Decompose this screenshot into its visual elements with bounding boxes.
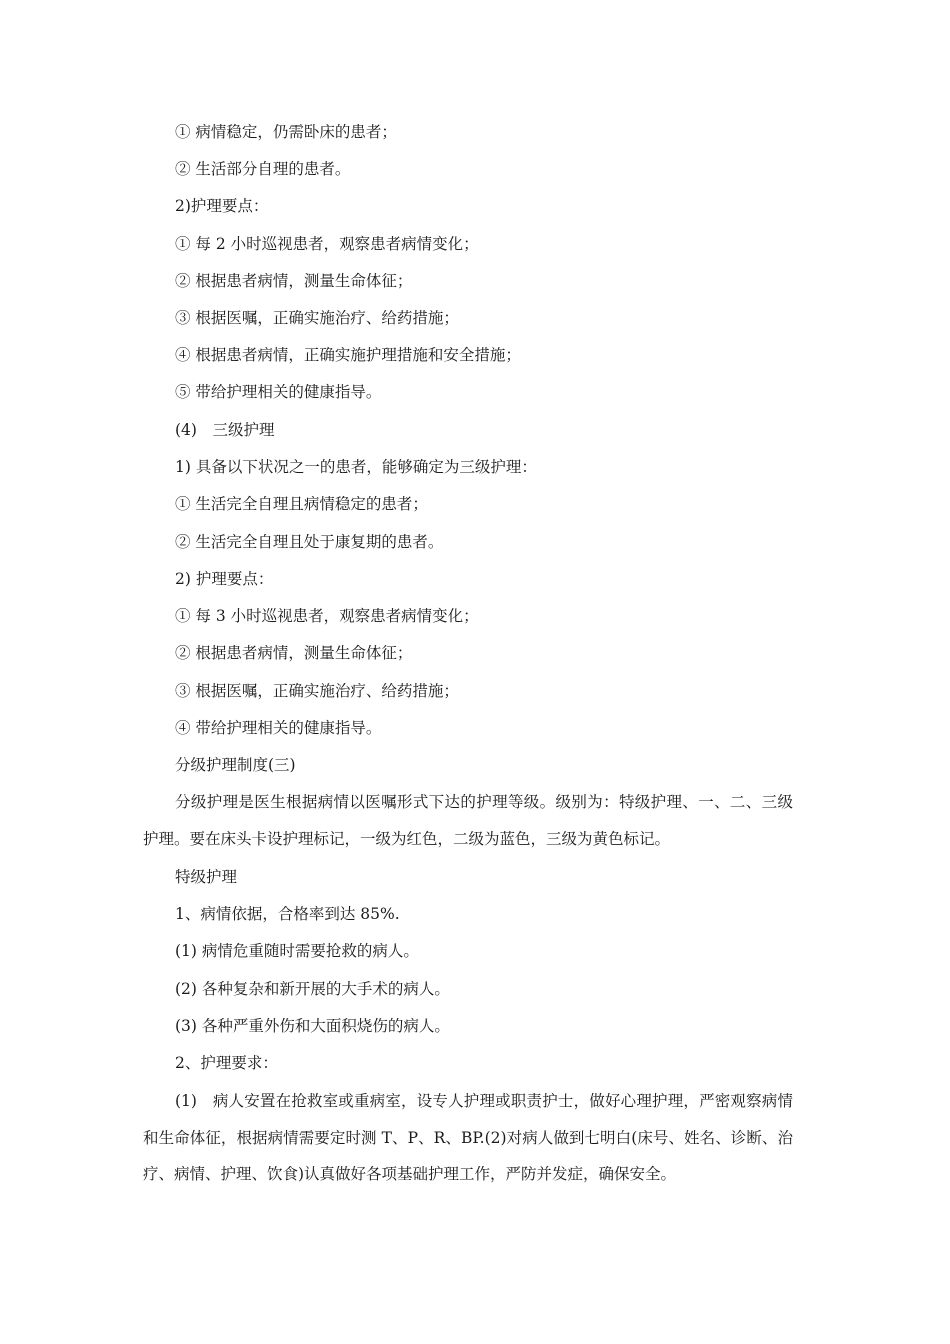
text-line: ④ 带给护理相关的健康指导。 [175,719,382,737]
text-line: (1) 病情危重随时需要抢救的病人。 [175,942,419,960]
section-heading: (4) 三级护理 [175,421,275,439]
text-line: ⑤ 带给护理相关的健康指导。 [175,383,382,401]
text-line: ① 病情稳定，仍需卧床的患者； [175,123,397,141]
text-line: ③ 根据医嘱，正确实施治疗、给药措施； [175,309,459,327]
paragraph: 分级护理是医生根据病情以医嘱形式下达的护理等级。级别为：特级护理、一、二、三级护理。要在床头卡设护理标记，一级为红色，二级为蓝色，三级为黄色标记。 [143,793,793,848]
text-line: ③ 根据医嘱，正确实施治疗、给药措施； [175,682,459,700]
text-line: ② 根据患者病情，测量生命体征； [175,644,413,662]
text-line: ① 每 3 小时巡视患者，观察患者病情变化； [175,607,479,625]
text-line: ② 生活部分自理的患者。 [175,160,351,178]
text-line: 2、护理要求： [175,1054,278,1072]
text-line: (3) 各种严重外伤和大面积烧伤的病人。 [175,1017,450,1035]
text-line: ④ 根据患者病情，正确实施护理措施和安全措施； [175,346,521,364]
text-line: 1、病情依据，合格率到达 85%. [175,905,400,923]
text-line: ① 每 2 小时巡视患者，观察患者病情变化； [175,235,479,253]
section-heading: 分级护理制度(三) [175,756,296,774]
paragraph: (1) 病人安置在抢救室或重病室，设专人护理或职责护士，做好心理护理，严密观察病情和生命体征，根据病情需要定时测 T、P、R、BP.(2)对病人做到七明白(床号、姓名、诊断、治疗、病情、护理、饮食)认真做好各项基础护理工作，严防并发症，确保安全。 [143,1092,793,1183]
text-line: 1) 具备以下状况之一的患者，能够确定为三级护理： [175,458,537,476]
text-line: (2) 各种复杂和新开展的大手术的病人。 [175,980,450,998]
text-line: 2)护理要点： [175,197,269,215]
text-line: 2) 护理要点： [175,570,274,588]
text-line: ② 根据患者病情，测量生命体征； [175,272,413,290]
text-line: ② 生活完全自理且处于康复期的患者。 [175,533,444,551]
text-line: ① 生活完全自理且病情稳定的患者； [175,495,428,513]
section-heading: 特级护理 [175,868,238,886]
